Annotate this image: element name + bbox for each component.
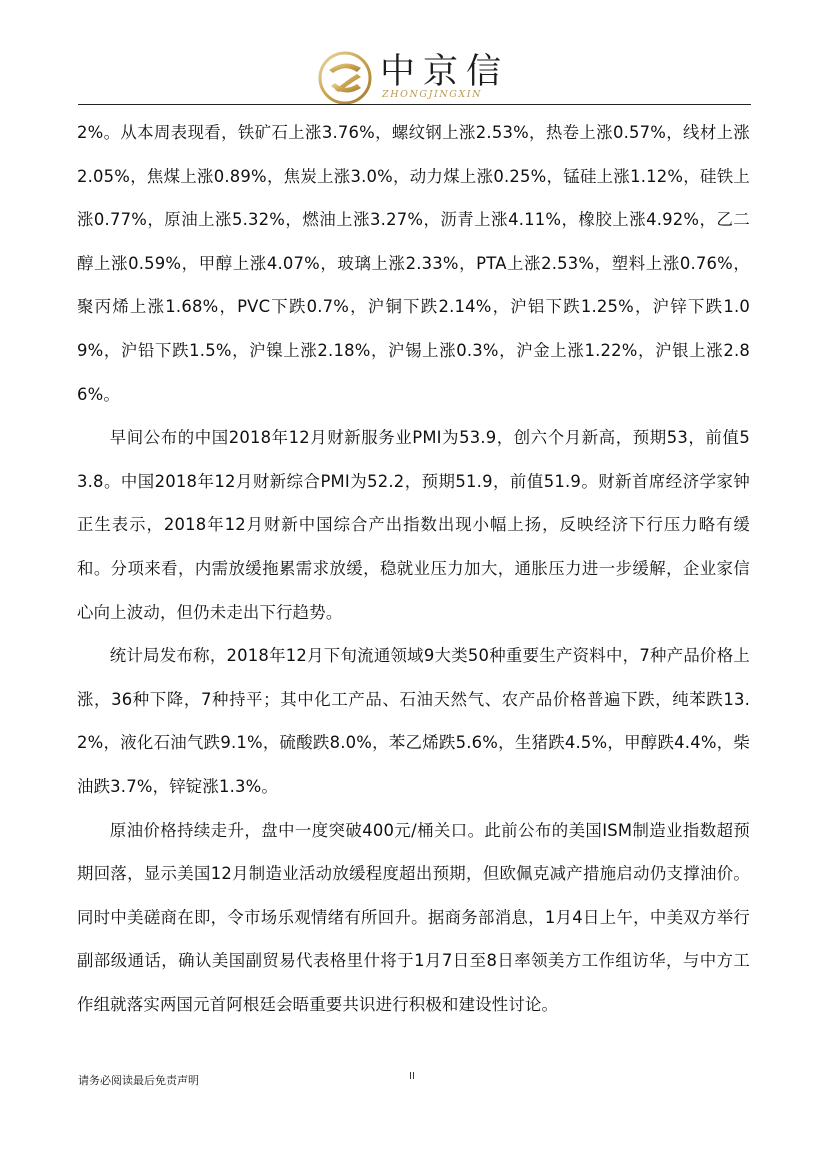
brand-name-cn: 中京信 bbox=[380, 52, 510, 92]
paragraph-caixin-pmi: 早间公布的中国2018年12月财新服务业PMI为53.9，创六个月新高，预期53，前值53.8。中国2018年12月财新综合PMI为52.2，预期51.9，前值51.9。财新首席经济学家钟正生表示，2018年12月财新中国综合产出指数出现小幅上扬，反映经济下行压力略有缓和。分项来看，内需放缓拖累需求放缓，稳就业压力加大，通胀压力进一步缓解，企业家信心向上波动，但仍未走出下行趋势。 bbox=[77, 428, 750, 622]
paragraph-statistics-bureau: 统计局发布称，2018年12月下旬流通领域9大类50种重要生产资料中，7种产品价格上涨，36种下降，7种持平；其中化工产品、石油天然气、农产品价格普遍下跌，纯苯跌13.2%，液化石油气跌9.1%，硫酸跌8.0%，苯乙烯跌5.6%，生猪跌4.5%，甲醇跌4.4%，柴油跌3.7%，锌锭涨1.3%。 bbox=[77, 646, 750, 796]
report-body bbox=[77, 111, 750, 1026]
page-number: II bbox=[409, 1071, 415, 1082]
paragraph-crude-oil: 原油价格持续走升，盘中一度突破400元/桶关口。此前公布的美国ISM制造业指数超预期回落，显示美国12月制造业活动放缓程度超出预期，但欧佩克减产措施启动仍支撑油价。同时中美磋商在即，令市场乐观情绪有所回升。据商务部消息，1月4日上午，中美双方举行副部级通话，确认美国副贸易代表格里什将于1月7日至8日率领美方工作组访华，与中方工作组就落实两国元首阿根廷会晤重要共识进行积极和建设性讨论。 bbox=[77, 820, 750, 1014]
paragraph-weekly-performance: 2%。从本周表现看，铁矿石上涨3.76%，螺纹钢上涨2.53%，热卷上涨0.57%，线材上涨2.05%，焦煤上涨0.89%，焦炭上涨3.0%，动力煤上涨0.25%，锰硅上涨1.12%，硅铁上涨0.77%，原油上涨5.32%，燃油上涨3.27%，沥青上涨4.11%，橡胶上涨4.92%，乙二醇上涨0.59%，甲醇上涨4.07%，玻璃上涨2.33%，PTA上涨2.53%，塑料上涨0.76%，聚丙烯上涨1.68%，PVC下跌0.7%，沪铜下跌2.14%，沪铝下跌1.25%，沪锌下跌1.09%，沪铅下跌1.5%，沪镍上涨2.18%，沪锡上涨0.3%，沪金上涨1.22%，沪银上涨2.86%。 bbox=[77, 123, 750, 404]
zhongjingxin-logo-icon bbox=[317, 50, 373, 106]
disclaimer-note: 请务必阅读最后免责声明 bbox=[78, 1074, 199, 1087]
page-header bbox=[0, 40, 827, 106]
brand-name-en: ZHONGJINGXIN bbox=[382, 89, 483, 100]
header-divider bbox=[78, 104, 751, 105]
